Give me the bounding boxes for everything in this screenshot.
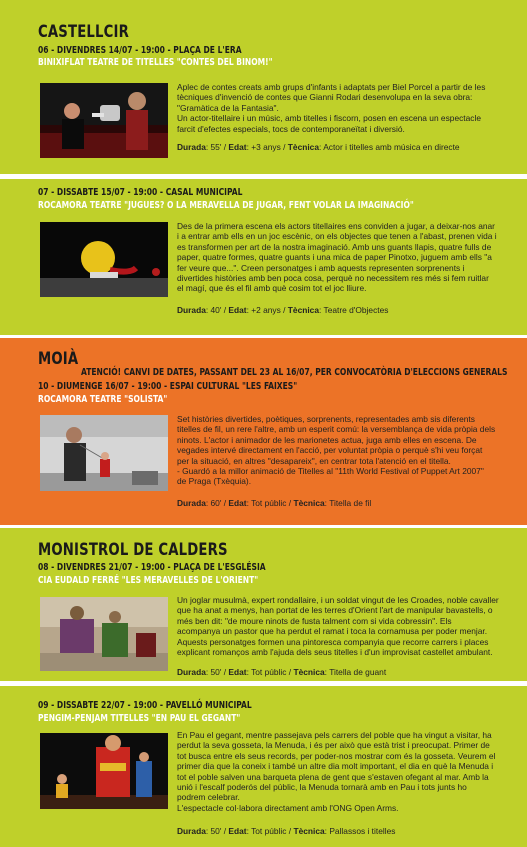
tecnica-value: Titella de guant (329, 667, 387, 677)
tecnica-value: Actor i titelles amb música en directe (323, 142, 460, 152)
description-line: - Guardó a la millor animació de Titelles al "11th World Festival of Puppet Art 2007" (177, 466, 484, 477)
event-info-line: Durada: 55' / Edat: +3 anys / Tècnica: Actor i titelles amb música en directe (177, 142, 460, 152)
description-line: per la situació, en altres "desapareix", en centrar tota l'atenció en el titella. (177, 455, 451, 466)
date-change-notice: ATENCIÓ! CANVI DE DATES, PASSANT DEL 23 AL 16/07, PER CONVOCATÒRIA D'ELECCIONS GENERALS (81, 367, 508, 378)
event-company-line: CIA EUDALD FERRÉ "LES MERAVELLES DE L'ORIENT" (38, 575, 259, 586)
durada-label: Durada (177, 142, 206, 152)
edat-value: Tot públic (251, 826, 287, 836)
durada-value: 50' (210, 826, 222, 836)
description-line: explicant romanços amb l'ajuda dels seus titelles i d'un improvisat castellet ambulant. (177, 647, 493, 658)
tecnica-label: Tècnica (293, 826, 325, 836)
description-line: tècniques d'invenció de contes que Gianni Rodari desenvolupa en la seva obra: (177, 92, 473, 103)
description-line: acompanya un pastor que ha perdut el ramat i toca la cornamusa per poder menjar. (177, 626, 488, 637)
event-company-line: BINIXIFLAT TEATRE DE TITELLES "CONTES DEL BINOM!" (38, 57, 273, 68)
description-line: i a entrar amb ells en un joc escènic, on els objectes que tenen a l'abast, prenen vida i (177, 231, 497, 242)
description-line: més ben dit: "de moure ninots de fusta talment com si vida cobressin". Els (177, 615, 452, 626)
event-date-line: 07 - DISSABTE 15/07 - 19:00 - CASAL MUNICIPAL (38, 187, 243, 198)
tecnica-value: Pallassos i titelles (329, 826, 396, 836)
description-line: es transformen per art de la nostra imaginació. Amb uns guants llapis, quatre fulls de (177, 241, 492, 252)
description-line: fer veure que...". Creen personatges i amb aquests representen sorprenents i (177, 262, 465, 273)
durada-label: Durada (177, 667, 206, 677)
event-date-line: 08 - DIVENDRES 21/07 - 19:00 - PLAÇA DE L'ESGLÉSIA (38, 562, 266, 573)
event-divider (0, 681, 527, 686)
event-info-line: Durada: 60' / Edat: Tot públic / Tècnica: Titella de fil (177, 498, 372, 508)
tecnica-value: Teatre d'Objectes (323, 305, 389, 315)
description-line: titelles de fil, un rere l'altre, amb un esperit comú: la versemblança de vida pròpia dels (177, 424, 496, 435)
edat-label: Edat (228, 498, 247, 508)
description-line: el magí, que és el fil amb què cosim tot el joc lliure. (177, 283, 367, 294)
description-line: Aquests personatges formen una pintoresca companyia que recorre carrers i places (177, 636, 489, 647)
event-date-line: 10 - DIUMENGE 16/07 - 19:00 - ESPAI CULTURAL "LES FAIXES" (38, 381, 298, 392)
durada-value: 55' (210, 142, 222, 152)
durada-value: 60' (210, 498, 222, 508)
description-line: Set històries divertides, poètiques, sorprenents, representades amb sis diferents (177, 414, 475, 424)
event-photo-contes-del-binom (40, 83, 168, 158)
town-title-castellcir: CASTELLCIR (38, 22, 129, 42)
event-photo-solista (40, 415, 168, 491)
tecnica-label: Tècnica (293, 498, 325, 508)
event-description (177, 221, 503, 294)
description-line: que ha anat a menys, han portat de les terres d'Orient l'art de manipular bavastells, o (177, 605, 493, 616)
durada-label: Durada (177, 498, 206, 508)
edat-value: +3 anys (251, 142, 281, 152)
description-line: unió i l'escalf poderós del públic, la Menuda tornarà amb en Pau i tots junts ho (177, 782, 467, 793)
event-description (177, 414, 503, 487)
event-company-line: ROCAMORA TEATRE "SOLISTA" (38, 394, 168, 405)
description-line: divertides històries amb ben poca cosa, perquè no necessitem res més si fem ruitlar (177, 273, 489, 284)
durada-value: 40' (210, 305, 222, 315)
description-line: tot busca entre els seus records, per poder-nos mostrar com és la gosseta. Veurem el (177, 750, 496, 761)
event-divider (0, 174, 527, 179)
durada-label: Durada (177, 305, 206, 315)
description-line: ninots. L'actor i animador de les marionetes actua, juga amb elles en escena. De (177, 434, 477, 445)
event-description (177, 730, 503, 813)
description-line: primer dia que la coneix i també un altre dia molt important, el dia en què la Menuda i (177, 761, 494, 772)
event-company-line: ROCAMORA TEATRE "JUGUES? O LA MERAVELLA DE JUGAR, FENT VOLAR LA IMAGINACIÓ" (38, 200, 414, 211)
description-line: Des de la primera escena els actors titellaires ens conviden a jugar, a deixar-nos anar (177, 221, 495, 231)
tecnica-label: Tècnica (287, 142, 319, 152)
tecnica-label: Tècnica (293, 667, 325, 677)
edat-label: Edat (228, 305, 247, 315)
edat-value: +2 anys (251, 305, 281, 315)
description-line: En Pau el gegant, mentre passejava pels carrers del poble que ha vingut a visitar, ha (177, 730, 492, 740)
event-company-line: PENGIM-PENJAM TITELLES "EN PAU EL GEGANT" (38, 713, 241, 724)
event-date-line: 06 - DIVENDRES 14/07 - 19:00 - PLAÇA DE L'ERA (38, 45, 242, 56)
description-line: tot el poble salven una barqueta plena de gent que s'estaven ofegant al mar. Amb la (177, 771, 489, 782)
town-title-moia: MOIÀ (38, 349, 79, 369)
description-line: Un joglar musulmà, expert rondallaire, i un soldat vingut de les Croades, noble cavaller (177, 595, 499, 605)
edat-label: Edat (228, 667, 247, 677)
durada-label: Durada (177, 826, 206, 836)
event-description (177, 82, 503, 134)
event-description (177, 595, 503, 657)
town-title-monistrol: MONISTROL DE CALDERS (38, 540, 228, 560)
event-info-line: Durada: 40' / Edat: +2 anys / Tècnica: Teatre d'Objectes (177, 305, 389, 315)
description-line: Un actor-titellaire i un músic, amb titelles i fiscorn, posen en escena un espectacle (177, 113, 481, 124)
description-line: farcit d'efectes especials, tocs de contemporaneïtat i diversió. (177, 123, 405, 134)
event-photo-les-meravelles (40, 597, 168, 671)
description-line: L'espectacle col·labora directament amb l'ONG Open Arms. (177, 802, 399, 813)
description-line: de Praga (Txèquia). (177, 476, 252, 487)
durada-value: 50' (210, 667, 222, 677)
description-line: perdut la seva gosseta, la Menuda, i és per això que està trist i preocupat. Primer de (177, 740, 490, 751)
tecnica-value: Titella de fil (329, 498, 372, 508)
edat-label: Edat (228, 826, 247, 836)
description-line: paper, quatre formes, quatre guants i una mica de paper Pinotxo, juguem amb ells "a (177, 252, 492, 263)
event-date-line: 09 - DISSABTE 22/07 - 19:00 - PAVELLÓ MUNICIPAL (38, 700, 252, 711)
event-info-line: Durada: 50' / Edat: Tot públic / Tècnica: Titella de guant (177, 667, 387, 677)
event-photo-en-pau-el-gegant (40, 733, 168, 809)
event-photo-jugues (40, 222, 168, 297)
description-line: Aplec de contes creats amb grups d'infants i adaptats per Biel Porcel a partir de les (177, 82, 486, 92)
edat-label: Edat (228, 142, 247, 152)
description-line: vegades intervé directament en l'acció, per voluntat pròpia o perquè s'hi veu forçat (177, 445, 483, 456)
edat-value: Tot públic (251, 667, 287, 677)
edat-value: Tot públic (251, 498, 287, 508)
description-line: podrem celebrar. (177, 792, 240, 803)
event-info-line: Durada: 50' / Edat: Tot públic / Tècnica: Pallassos i titelles (177, 826, 396, 836)
description-line: "Gramàtica de la Fantasia". (177, 102, 279, 113)
tecnica-label: Tècnica (287, 305, 319, 315)
